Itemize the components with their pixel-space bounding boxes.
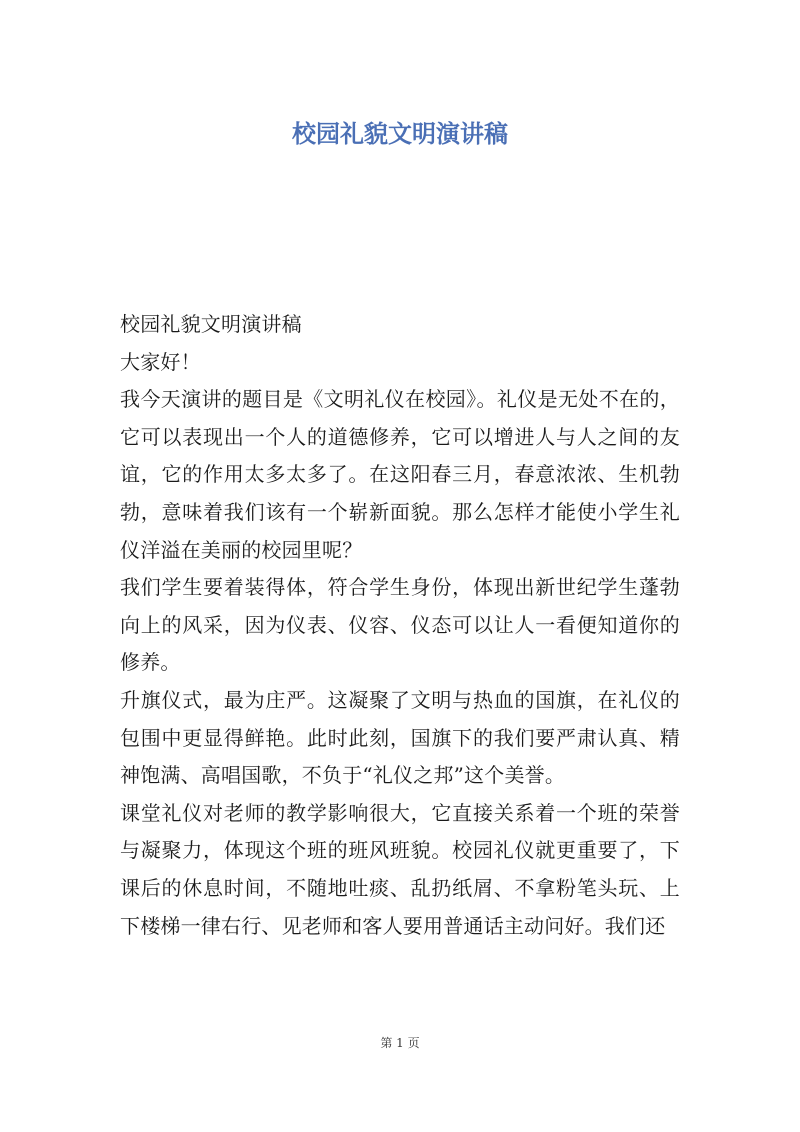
paragraph: 我们学生要着装得体，符合学生身份，体现出新世纪学生蓬勃向上的风采，因为仪表、仪容、仪态可以让人一看便知道你的修养。	[120, 575, 680, 675]
paragraph-heading: 校园礼貌文明演讲稿	[120, 312, 302, 336]
document-title: 校园礼貌文明演讲稿	[292, 120, 508, 148]
document-body	[120, 306, 680, 945]
paragraph: 课堂礼仪对老师的教学影响很大，它直接关系着一个班的荣誉与凝聚力，体现这个班的班风班貌。校园礼仪就更重要了，下课后的休息时间，不随地吐痰、乱扔纸屑、不拿粉笔头玩、上下楼梯一律右行、见老师和客人要用普通话主动问好。我们还	[120, 800, 680, 938]
paragraph: 我今天演讲的题目是《文明礼仪在校园》。礼仪是无处不在的，它可以表现出一个人的道德修养，它可以增进人与人之间的友谊，它的作用太多太多了。在这阳春三月，春意浓浓、生机勃勃，意味着我们该有一个崭新面貌。那么怎样才能使小学生礼仪洋溢在美丽的校园里呢？	[120, 387, 680, 562]
paragraph: 升旗仪式，最为庄严。这凝聚了文明与热血的国旗，在礼仪的包围中更显得鲜艳。此时此刻，国旗下的我们要严肃认真、精神饱满、高唱国歌，不负于“礼仪之邦”这个美誉。	[120, 687, 680, 788]
page-number: 第 1 页	[380, 1036, 420, 1050]
paragraph-greeting: 大家好！	[120, 349, 201, 374]
